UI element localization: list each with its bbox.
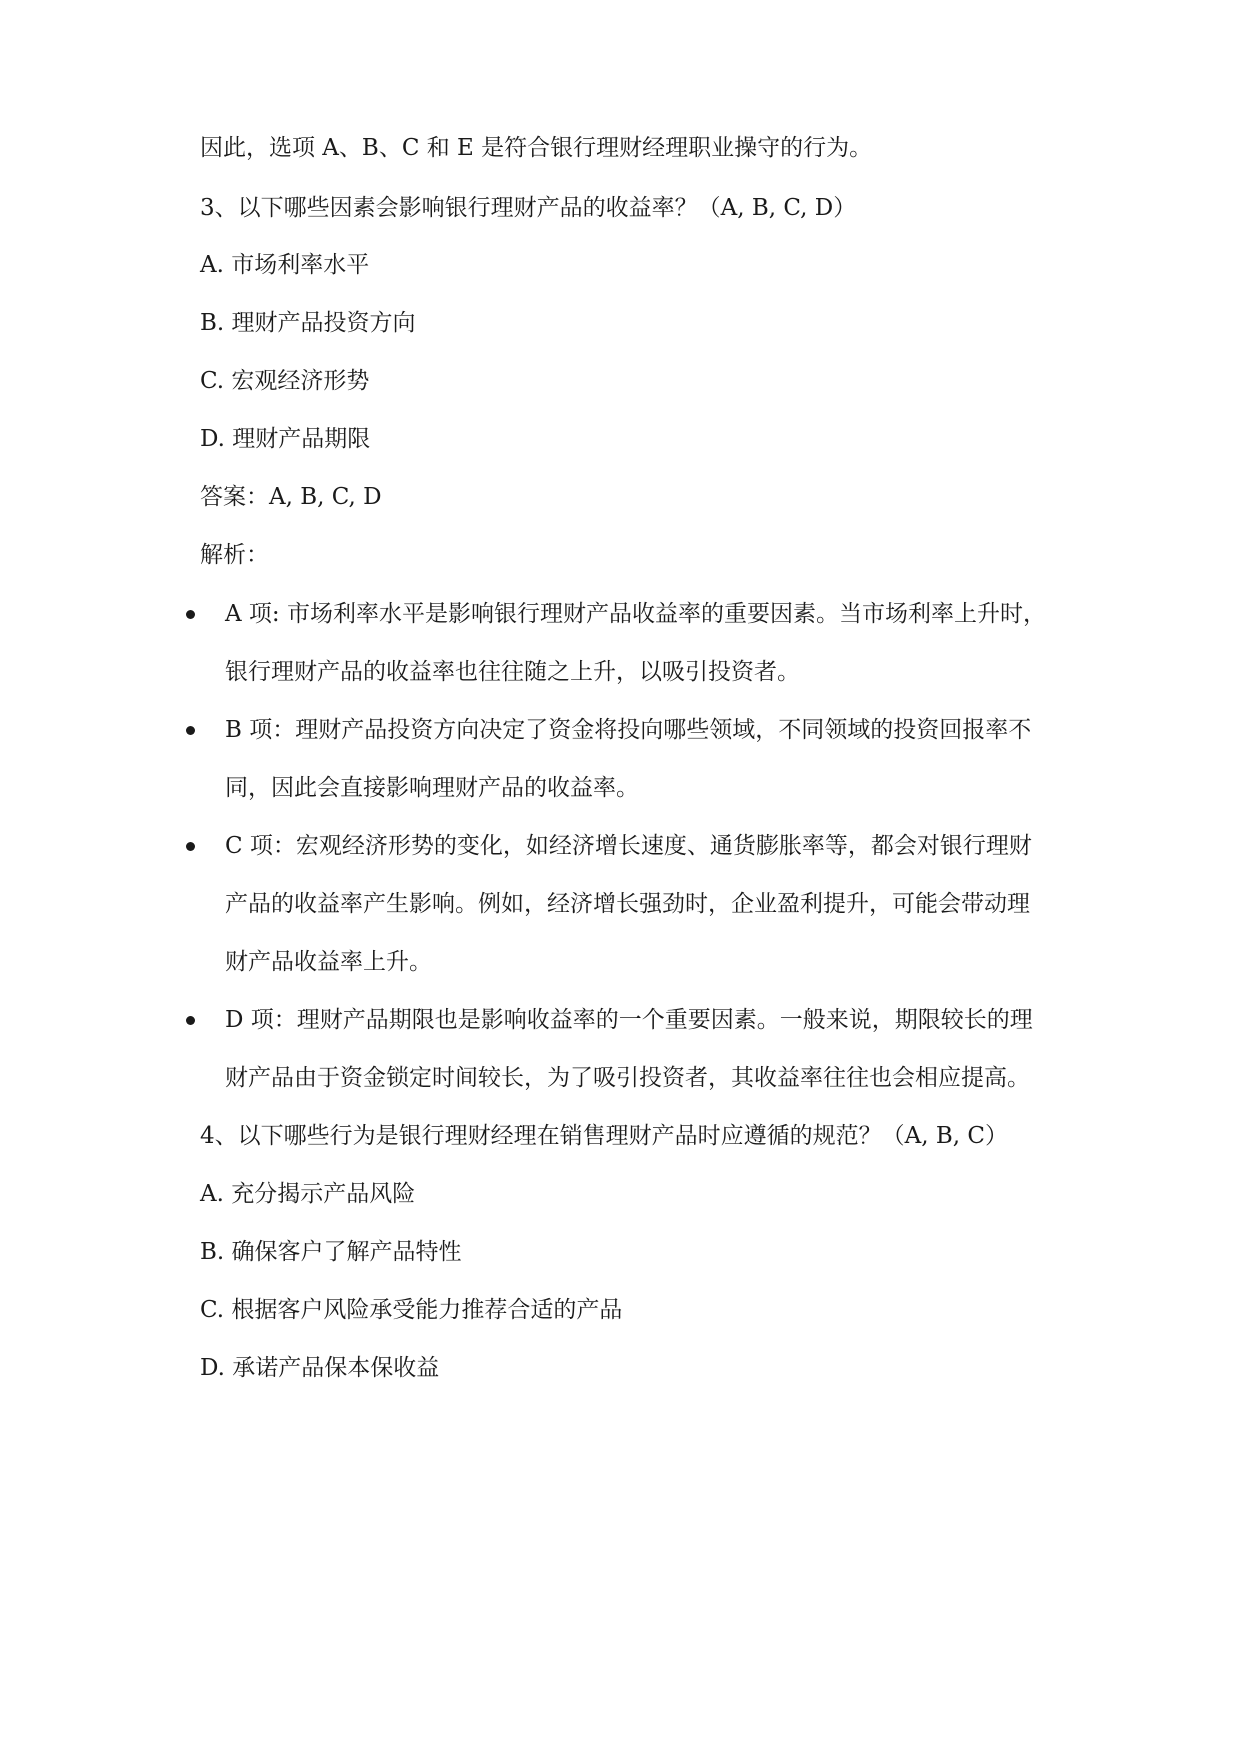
bullet-icon bbox=[186, 726, 195, 735]
question-4: 4、以下哪些行为是银行理财经理在销售理财产品时应遵循的规范？（A, B, C） bbox=[200, 1123, 1008, 1149]
q3-option-d: D. 理财产品期限 bbox=[200, 426, 371, 452]
analysis-c-line-2: 产品的收益率产生影响。例如，经济增长强劲时，企业盈利提升，可能会带动理 bbox=[225, 891, 1030, 917]
bullet-icon bbox=[186, 1016, 195, 1025]
q3-option-c: C. 宏观经济形势 bbox=[200, 368, 370, 394]
analysis-c-line-3: 财产品收益率上升。 bbox=[225, 949, 432, 975]
q4-option-d: D. 承诺产品保本保收益 bbox=[200, 1355, 440, 1381]
analysis-c-line-1: C 项：宏观经济形势的变化，如经济增长速度、通货膨胀率等，都会对银行理财 bbox=[225, 833, 1032, 859]
q4-option-a: A. 充分揭示产品风险 bbox=[200, 1181, 416, 1207]
q3-answer: 答案：A, B, C, D bbox=[200, 484, 382, 510]
analysis-d-line-2: 财产品由于资金锁定时间较长，为了吸引投资者，其收益率往往也会相应提高。 bbox=[225, 1065, 1030, 1091]
q4-option-b: B. 确保客户了解产品特性 bbox=[200, 1239, 462, 1265]
bullet-icon bbox=[186, 610, 195, 619]
q3-option-a: A. 市场利率水平 bbox=[200, 252, 370, 278]
analysis-a-line-2: 银行理财产品的收益率也往往随之上升，以吸引投资者。 bbox=[225, 659, 800, 685]
analysis-b-line-1: B 项：理财产品投资方向决定了资金将投向哪些领域，不同领域的投资回报率不 bbox=[225, 717, 1032, 743]
q3-option-b: B. 理财产品投资方向 bbox=[200, 310, 416, 336]
analysis-a-line-1: A 项: 市场利率水平是影响银行理财产品收益率的重要因素。当市场利率上升时， bbox=[225, 601, 1046, 627]
q3-analysis-label: 解析： bbox=[200, 542, 269, 568]
analysis-d-line-1: D 项：理财产品期限也是影响收益率的一个重要因素。一般来说，期限较长的理 bbox=[225, 1007, 1033, 1033]
q4-option-c: C. 根据客户风险承受能力推荐合适的产品 bbox=[200, 1297, 623, 1323]
question-3: 3、以下哪些因素会影响银行理财产品的收益率？（A, B, C, D） bbox=[200, 195, 857, 221]
intro-text: 因此，选项 A、B、C 和 E 是符合银行理财经理职业操守的行为。 bbox=[200, 135, 873, 161]
bullet-icon bbox=[186, 842, 195, 851]
analysis-b-line-2: 同，因此会直接影响理财产品的收益率。 bbox=[225, 775, 639, 801]
